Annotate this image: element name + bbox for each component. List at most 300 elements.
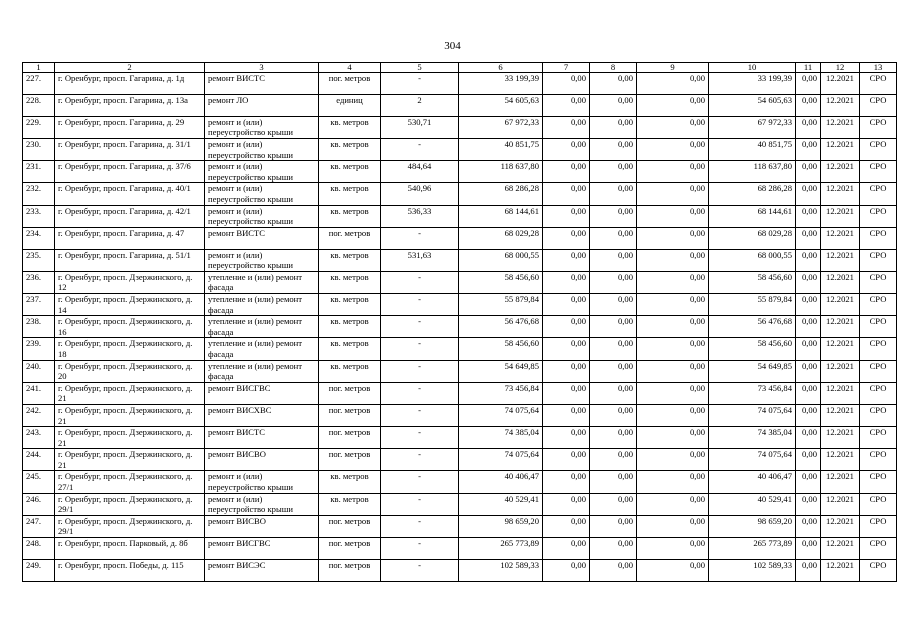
cell-regional-budget: 0,00 [590,515,637,537]
cell-deadline: 12.2021 [821,538,860,560]
cell-quantity: 540,96 [381,183,459,205]
table-row [23,138,897,160]
cell-method: СРО [860,183,897,205]
cell-other-funds: 0,00 [796,449,821,471]
page-number: 304 [444,40,461,52]
cell-other-funds: 0,00 [796,138,821,160]
cell-deadline: 12.2021 [821,249,860,271]
cell-deadline: 12.2021 [821,73,860,95]
cell-unit: кв. метров [319,116,381,138]
cell-address: г. Оренбург, просп. Гагарина, д. 51/1 [55,249,205,271]
cell-regional-budget: 0,00 [590,559,637,581]
cell-work-type: ремонт и (или) переустройство крыши [205,493,319,515]
cell-quantity: 484,64 [381,161,459,183]
cell-fund-cost: 0,00 [543,471,590,493]
cell-local-budget: 0,00 [637,249,709,271]
cell-address: г. Оренбург, просп. Дзержинского, д. 21 [55,382,205,404]
cell-quantity: - [381,538,459,560]
header-cell-local-budget: 9 [637,63,709,73]
cell-deadline: 12.2021 [821,293,860,315]
cell-regional-budget: 0,00 [590,116,637,138]
cell-num: 227. [23,73,55,95]
cell-other-funds: 0,00 [796,293,821,315]
cell-regional-budget: 0,00 [590,161,637,183]
cell-method: СРО [860,316,897,338]
cell-work-type: ремонт и (или) переустройство крыши [205,116,319,138]
cell-method: СРО [860,360,897,382]
cell-fund-cost: 0,00 [543,338,590,360]
cell-total-cost: 55 879,84 [459,293,543,315]
cell-owners-funds: 74 385,04 [709,427,796,449]
cell-total-cost: 74 075,64 [459,404,543,426]
cell-method: СРО [860,338,897,360]
cell-num: 244. [23,449,55,471]
cell-local-budget: 0,00 [637,338,709,360]
cell-regional-budget: 0,00 [590,249,637,271]
cell-work-type: ремонт и (или) переустройство крыши [205,205,319,227]
cell-regional-budget: 0,00 [590,360,637,382]
cell-regional-budget: 0,00 [590,227,637,249]
cell-local-budget: 0,00 [637,404,709,426]
cell-num: 248. [23,538,55,560]
cell-owners-funds: 40 406,47 [709,471,796,493]
cell-local-budget: 0,00 [637,116,709,138]
cell-work-type: утепление и (или) ремонт фасада [205,360,319,382]
cell-quantity: - [381,471,459,493]
cell-local-budget: 0,00 [637,183,709,205]
cell-unit: кв. метров [319,360,381,382]
cell-owners-funds: 54 649,85 [709,360,796,382]
cell-quantity: - [381,515,459,537]
cell-work-type: ремонт и (или) переустройство крыши [205,183,319,205]
cell-address: г. Оренбург, просп. Дзержинского, д. 21 [55,404,205,426]
cell-deadline: 12.2021 [821,427,860,449]
cell-regional-budget: 0,00 [590,449,637,471]
cell-unit: пог. метров [319,382,381,404]
cell-local-budget: 0,00 [637,493,709,515]
cell-owners-funds: 68 144,61 [709,205,796,227]
cell-unit: кв. метров [319,493,381,515]
header-cell-address: 2 [55,63,205,73]
cell-deadline: 12.2021 [821,227,860,249]
header-cell-quantity: 5 [381,63,459,73]
cell-regional-budget: 0,00 [590,205,637,227]
cell-owners-funds: 74 075,64 [709,404,796,426]
cell-address: г. Оренбург, просп. Дзержинского, д. 16 [55,316,205,338]
cell-work-type: утепление и (или) ремонт фасада [205,316,319,338]
cell-owners-funds: 58 456,60 [709,271,796,293]
cell-quantity: - [381,316,459,338]
cell-local-budget: 0,00 [637,449,709,471]
cell-method: СРО [860,427,897,449]
cell-local-budget: 0,00 [637,316,709,338]
cell-method: СРО [860,404,897,426]
cell-fund-cost: 0,00 [543,515,590,537]
cell-fund-cost: 0,00 [543,449,590,471]
cell-other-funds: 0,00 [796,538,821,560]
cell-address: г. Оренбург, просп. Дзержинского, д. 27/1 [55,471,205,493]
cell-fund-cost: 0,00 [543,116,590,138]
cell-local-budget: 0,00 [637,515,709,537]
table-row [23,293,897,315]
cell-fund-cost: 0,00 [543,205,590,227]
cell-quantity: 2 [381,94,459,116]
cell-unit: пог. метров [319,427,381,449]
cell-work-type: ремонт и (или) переустройство крыши [205,471,319,493]
cell-deadline: 12.2021 [821,316,860,338]
cell-deadline: 12.2021 [821,161,860,183]
cell-other-funds: 0,00 [796,249,821,271]
header-row [23,63,897,73]
cell-local-budget: 0,00 [637,73,709,95]
cell-num: 231. [23,161,55,183]
cell-address: г. Оренбург, просп. Дзержинского, д. 20 [55,360,205,382]
table-row [23,427,897,449]
cell-local-budget: 0,00 [637,293,709,315]
cell-quantity: - [381,493,459,515]
table-row [23,493,897,515]
table-row [23,515,897,537]
cell-owners-funds: 33 199,39 [709,73,796,95]
cell-other-funds: 0,00 [796,271,821,293]
cell-address: г. Оренбург, просп. Дзержинского, д. 29/1 [55,515,205,537]
cell-fund-cost: 0,00 [543,404,590,426]
cell-deadline: 12.2021 [821,94,860,116]
cell-total-cost: 73 456,84 [459,382,543,404]
cell-method: СРО [860,471,897,493]
cell-unit: кв. метров [319,138,381,160]
cell-num: 235. [23,249,55,271]
cell-address: г. Оренбург, просп. Победы, д. 115 [55,559,205,581]
cell-quantity: - [381,73,459,95]
cell-method: СРО [860,249,897,271]
cell-num: 240. [23,360,55,382]
cell-unit: кв. метров [319,183,381,205]
cell-unit: кв. метров [319,316,381,338]
cell-unit: пог. метров [319,404,381,426]
cell-local-budget: 0,00 [637,559,709,581]
header-cell-total-cost: 6 [459,63,543,73]
cell-unit: кв. метров [319,249,381,271]
cell-method: СРО [860,559,897,581]
cell-work-type: ремонт ЛО [205,94,319,116]
cell-fund-cost: 0,00 [543,427,590,449]
cell-regional-budget: 0,00 [590,538,637,560]
cell-work-type: ремонт ВИСЭС [205,559,319,581]
cell-address: г. Оренбург, просп. Гагарина, д. 1д [55,73,205,95]
cell-unit: пог. метров [319,227,381,249]
table-row [23,404,897,426]
table-row [23,271,897,293]
table-row [23,116,897,138]
table-row [23,449,897,471]
cell-owners-funds: 68 000,55 [709,249,796,271]
cell-fund-cost: 0,00 [543,227,590,249]
cell-owners-funds: 40 529,41 [709,493,796,515]
cell-total-cost: 58 456,60 [459,338,543,360]
cell-other-funds: 0,00 [796,227,821,249]
cell-local-budget: 0,00 [637,227,709,249]
cell-other-funds: 0,00 [796,404,821,426]
cell-local-budget: 0,00 [637,205,709,227]
cell-owners-funds: 265 773,89 [709,538,796,560]
cell-regional-budget: 0,00 [590,138,637,160]
cell-unit: пог. метров [319,515,381,537]
cell-owners-funds: 68 286,28 [709,183,796,205]
cell-local-budget: 0,00 [637,538,709,560]
cell-regional-budget: 0,00 [590,183,637,205]
cell-quantity: - [381,338,459,360]
cell-num: 245. [23,471,55,493]
cell-method: СРО [860,73,897,95]
cell-deadline: 12.2021 [821,205,860,227]
cell-deadline: 12.2021 [821,404,860,426]
cell-fund-cost: 0,00 [543,538,590,560]
cell-deadline: 12.2021 [821,471,860,493]
cell-quantity: - [381,559,459,581]
cell-method: СРО [860,449,897,471]
cell-address: г. Оренбург, просп. Гагарина, д. 40/1 [55,183,205,205]
cell-total-cost: 67 972,33 [459,116,543,138]
table-row [23,338,897,360]
cell-fund-cost: 0,00 [543,360,590,382]
cell-quantity: 536,33 [381,205,459,227]
cell-owners-funds: 40 851,75 [709,138,796,160]
cell-local-budget: 0,00 [637,138,709,160]
cell-num: 234. [23,227,55,249]
cell-other-funds: 0,00 [796,73,821,95]
cell-total-cost: 40 529,41 [459,493,543,515]
cell-num: 242. [23,404,55,426]
table-row [23,249,897,271]
cell-total-cost: 74 385,04 [459,427,543,449]
cell-num: 232. [23,183,55,205]
cell-num: 238. [23,316,55,338]
header-cell-owners-funds: 10 [709,63,796,73]
cell-unit: пог. метров [319,559,381,581]
cell-other-funds: 0,00 [796,382,821,404]
table-row [23,183,897,205]
cell-unit: пог. метров [319,73,381,95]
cell-total-cost: 118 637,80 [459,161,543,183]
cell-other-funds: 0,00 [796,427,821,449]
cell-work-type: ремонт ВИСВО [205,449,319,471]
cell-num: 228. [23,94,55,116]
cell-fund-cost: 0,00 [543,382,590,404]
header-cell-deadline: 12 [821,63,860,73]
cell-other-funds: 0,00 [796,205,821,227]
cell-local-budget: 0,00 [637,471,709,493]
cell-unit: пог. метров [319,449,381,471]
cell-deadline: 12.2021 [821,360,860,382]
cell-work-type: ремонт ВИСТС [205,227,319,249]
header-cell-regional-budget: 8 [590,63,637,73]
cell-fund-cost: 0,00 [543,94,590,116]
cell-regional-budget: 0,00 [590,271,637,293]
table-row [23,73,897,95]
cell-owners-funds: 68 029,28 [709,227,796,249]
cell-deadline: 12.2021 [821,382,860,404]
header-cell-other-funds: 11 [796,63,821,73]
cell-work-type: утепление и (или) ремонт фасада [205,338,319,360]
cell-fund-cost: 0,00 [543,161,590,183]
cell-regional-budget: 0,00 [590,471,637,493]
header-cell-num: 1 [23,63,55,73]
cell-total-cost: 68 029,28 [459,227,543,249]
cell-method: СРО [860,493,897,515]
cell-total-cost: 54 605,63 [459,94,543,116]
cell-unit: кв. метров [319,338,381,360]
cell-owners-funds: 98 659,20 [709,515,796,537]
cell-method: СРО [860,94,897,116]
table-row [23,559,897,581]
cell-total-cost: 102 589,33 [459,559,543,581]
cell-work-type: ремонт ВИСГВС [205,538,319,560]
table-row [23,538,897,560]
cell-owners-funds: 102 589,33 [709,559,796,581]
cell-total-cost: 265 773,89 [459,538,543,560]
cell-address: г. Оренбург, просп. Гагарина, д. 29 [55,116,205,138]
table-row [23,360,897,382]
cell-quantity: - [381,271,459,293]
cell-address: г. Оренбург, просп. Парковый, д. 8б [55,538,205,560]
cell-other-funds: 0,00 [796,161,821,183]
cell-num: 247. [23,515,55,537]
cell-total-cost: 68 286,28 [459,183,543,205]
cell-regional-budget: 0,00 [590,382,637,404]
cell-total-cost: 54 649,85 [459,360,543,382]
cell-work-type: ремонт и (или) переустройство крыши [205,249,319,271]
cell-work-type: ремонт ВИСХВС [205,404,319,426]
cell-deadline: 12.2021 [821,449,860,471]
cell-method: СРО [860,271,897,293]
cell-address: г. Оренбург, просп. Дзержинского, д. 18 [55,338,205,360]
cell-method: СРО [860,538,897,560]
cell-regional-budget: 0,00 [590,338,637,360]
cell-num: 249. [23,559,55,581]
works-table [22,62,897,582]
cell-method: СРО [860,116,897,138]
cell-owners-funds: 56 476,68 [709,316,796,338]
cell-total-cost: 98 659,20 [459,515,543,537]
cell-other-funds: 0,00 [796,515,821,537]
header-cell-unit: 4 [319,63,381,73]
cell-num: 237. [23,293,55,315]
cell-quantity: 530,71 [381,116,459,138]
cell-method: СРО [860,515,897,537]
cell-fund-cost: 0,00 [543,493,590,515]
cell-quantity: - [381,138,459,160]
cell-unit: пог. метров [319,538,381,560]
cell-quantity: - [381,449,459,471]
cell-local-budget: 0,00 [637,94,709,116]
cell-other-funds: 0,00 [796,471,821,493]
cell-regional-budget: 0,00 [590,316,637,338]
header-cell-method: 13 [860,63,897,73]
cell-regional-budget: 0,00 [590,293,637,315]
cell-unit: кв. метров [319,471,381,493]
cell-method: СРО [860,138,897,160]
cell-owners-funds: 54 605,63 [709,94,796,116]
cell-num: 230. [23,138,55,160]
cell-local-budget: 0,00 [637,427,709,449]
cell-owners-funds: 73 456,84 [709,382,796,404]
cell-fund-cost: 0,00 [543,138,590,160]
cell-other-funds: 0,00 [796,338,821,360]
cell-regional-budget: 0,00 [590,427,637,449]
cell-work-type: ремонт ВИСВО [205,515,319,537]
cell-total-cost: 58 456,60 [459,271,543,293]
cell-num: 243. [23,427,55,449]
cell-total-cost: 68 144,61 [459,205,543,227]
cell-address: г. Оренбург, просп. Дзержинского, д. 14 [55,293,205,315]
cell-num: 241. [23,382,55,404]
cell-local-budget: 0,00 [637,382,709,404]
cell-work-type: ремонт и (или) переустройство крыши [205,161,319,183]
cell-total-cost: 40 851,75 [459,138,543,160]
cell-address: г. Оренбург, просп. Дзержинского, д. 21 [55,427,205,449]
cell-quantity: - [381,227,459,249]
cell-fund-cost: 0,00 [543,293,590,315]
cell-owners-funds: 118 637,80 [709,161,796,183]
cell-fund-cost: 0,00 [543,559,590,581]
cell-local-budget: 0,00 [637,360,709,382]
cell-fund-cost: 0,00 [543,73,590,95]
table-row [23,205,897,227]
cell-unit: единиц [319,94,381,116]
cell-fund-cost: 0,00 [543,183,590,205]
cell-fund-cost: 0,00 [543,316,590,338]
cell-unit: кв. метров [319,161,381,183]
cell-num: 239. [23,338,55,360]
cell-work-type: ремонт и (или) переустройство крыши [205,138,319,160]
cell-method: СРО [860,161,897,183]
cell-other-funds: 0,00 [796,360,821,382]
cell-num: 236. [23,271,55,293]
cell-address: г. Оренбург, просп. Дзержинского, д. 29/1 [55,493,205,515]
cell-fund-cost: 0,00 [543,271,590,293]
cell-total-cost: 56 476,68 [459,316,543,338]
cell-regional-budget: 0,00 [590,493,637,515]
cell-deadline: 12.2021 [821,183,860,205]
cell-method: СРО [860,293,897,315]
cell-method: СРО [860,382,897,404]
table-row [23,382,897,404]
cell-total-cost: 74 075,64 [459,449,543,471]
table-row [23,161,897,183]
cell-num: 229. [23,116,55,138]
cell-other-funds: 0,00 [796,94,821,116]
cell-address: г. Оренбург, просп. Гагарина, д. 47 [55,227,205,249]
cell-owners-funds: 67 972,33 [709,116,796,138]
cell-local-budget: 0,00 [637,161,709,183]
cell-address: г. Оренбург, просп. Гагарина, д. 42/1 [55,205,205,227]
cell-unit: кв. метров [319,293,381,315]
cell-other-funds: 0,00 [796,316,821,338]
cell-quantity: - [381,360,459,382]
cell-method: СРО [860,205,897,227]
cell-quantity: - [381,382,459,404]
cell-local-budget: 0,00 [637,271,709,293]
table-row [23,227,897,249]
cell-unit: кв. метров [319,205,381,227]
cell-work-type: ремонт ВИСТС [205,427,319,449]
cell-work-type: утепление и (или) ремонт фасада [205,293,319,315]
header-cell-fund-cost: 7 [543,63,590,73]
cell-regional-budget: 0,00 [590,404,637,426]
cell-other-funds: 0,00 [796,559,821,581]
cell-num: 246. [23,493,55,515]
